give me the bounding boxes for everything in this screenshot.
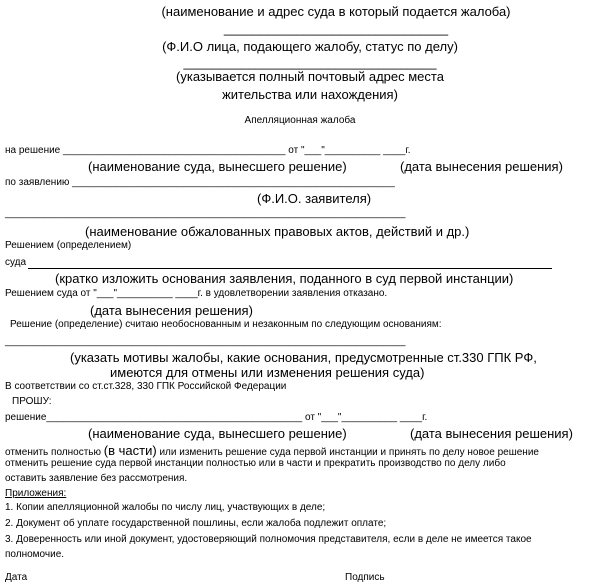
court-name-address-caption: (наименование и адрес суда в который подается жалоба) <box>161 4 511 19</box>
blank-line-2: ________________________________________________________________________ <box>5 336 406 347</box>
request-label: ПРОШУ: <box>12 396 52 407</box>
decision-line: на решение ________________________________________ от "___"__________ ____г. <box>5 145 411 156</box>
attachment-item: 2. Документ об уплате государственной пошлины, если жалоба подлежит оплате; <box>5 518 387 529</box>
option-1-highlight: (в части) <box>103 443 157 458</box>
signature-label: Подпись <box>345 572 385 583</box>
statement-line: по заявлению __________________________________________________________ <box>5 177 395 188</box>
refusal-caption: (дата вынесения решения) <box>90 303 253 318</box>
option-line-1 <box>5 444 539 458</box>
court-caption: (кратко изложить основания заявления, поданного в суд первой инстанции) <box>55 271 514 286</box>
refusal-line: Решением суда от "___"__________ ____г. в удовлетворении заявления отказано. <box>5 288 388 299</box>
acts-caption: (наименование обжалованных правовых актов, действий и др.) <box>85 224 470 239</box>
law-reference-line: В соответствии со ст.ст.328, 330 ГПК Российской Федерации <box>5 381 287 392</box>
address-caption-line-1: (указывается полный почтовый адрес места <box>176 69 444 84</box>
blank-line-1: ________________________________________________________________________ <box>5 208 406 219</box>
applicant-caption: (Ф.И.О лица, подающего жалобу, статус по делу) <box>162 39 458 54</box>
request-caption-court: (наименование суда, вынесшего решение) <box>88 426 347 441</box>
attachment-item: 3. Доверенность или иной документ, удостоверяющий полномочия представителя, если в деле не имеется такое <box>5 534 532 545</box>
motives-caption-line-2: имеются для отмены или изменения решения суда) <box>110 365 425 380</box>
decision-label: Решением (определением) <box>5 240 132 251</box>
document-title: Апелляционная жалоба <box>244 115 356 126</box>
motives-caption-line-1: (указать мотивы жалобы, какие основания, предусмотренные ст.330 ГПК РФ, <box>70 350 537 365</box>
request-decision-line: решение______________________________________________ от "___"__________ ____г. <box>5 412 428 423</box>
option-1-rest: или изменить решение суда первой инстанции и принять по делу новое решение <box>156 447 539 458</box>
attachment-item-continuation: полномочие. <box>5 549 65 560</box>
option-1-prefix: отменить полностью <box>5 447 104 458</box>
address-underline: ___________________________________ <box>183 55 437 70</box>
attachments-heading: Приложения: <box>5 488 67 499</box>
request-caption-date: (дата вынесения решения) <box>410 426 573 441</box>
decision-caption-date: (дата вынесения решения) <box>400 159 563 174</box>
address-caption-line-2: жительства или нахождения) <box>222 87 398 102</box>
decision-caption-court: (наименование суда, вынесшего решение) <box>88 159 347 174</box>
applicant-underline: _______________________________ <box>223 21 449 36</box>
statement-caption: (Ф.И.О. заявителя) <box>257 191 372 206</box>
option-line-2: отменить решение суда первой инстанции полностью или в части и прекратить производство по делу либо <box>5 458 506 469</box>
date-label: Дата <box>5 572 28 583</box>
illegal-line: Решение (определение) считаю необоснованным и незаконным по следующим основаниям: <box>10 319 442 330</box>
attachment-item: 1. Копии апелляционной жалобы по числу лиц, участвующих в деле; <box>5 502 326 513</box>
court-label: суда <box>5 257 27 268</box>
option-line-3: оставить заявление без рассмотрения. <box>5 473 188 484</box>
court-underline <box>28 268 552 269</box>
